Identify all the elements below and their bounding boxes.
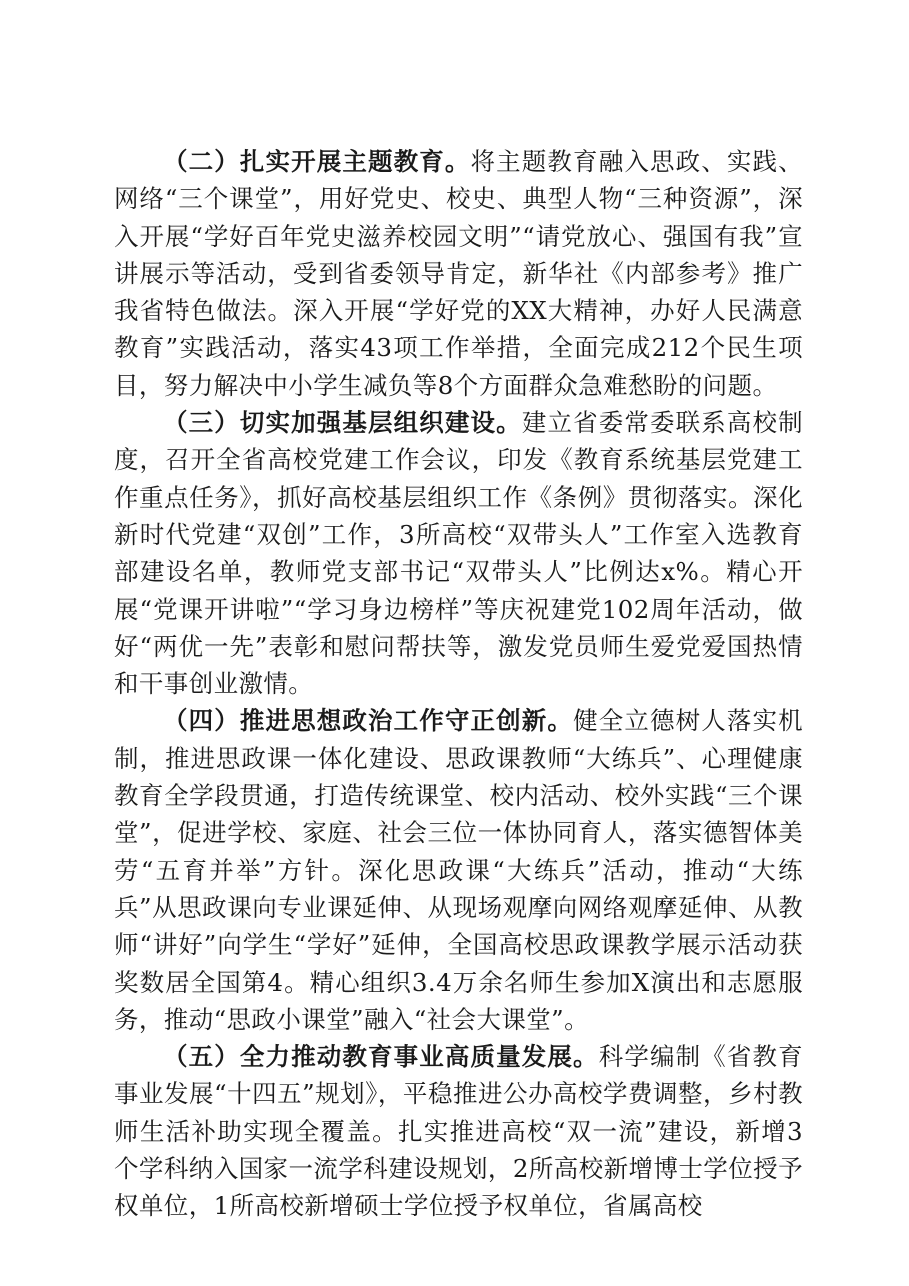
paragraph-body: 建立省委常委联系高校制度，召开全省高校党建工作会议，印发《教育系统基层党建工作重点任务》，抓好高校基层组织工作《条例》贯彻落实。深化新时代党建“双创”工作，3所高校“双带头人”工作室入选教育部建设名单，教师党支部书记“双带头人”比例达x%。精心开展“党课开讲啦”“学习身边榜样”等庆祝建党102周年活动，做好“两优一先”表彰和慰问帮扶等，激发党员师生爱党爱国热情和干事创业激情。 — [114, 408, 803, 699]
paragraph-heading: （二）扎实开展主题教育。 — [163, 147, 471, 176]
paragraph-5 — [114, 1038, 803, 1224]
paragraph-body: 科学编制《省教育事业发展“十四五”规划》，平稳推进公办高校学费调整，乡村教师生活补助实现全覆盖。扎实推进高校“双一流”建设，新增3个学科纳入国家一流学科建设规划，2所高校新增博士学位授予权单位，1所高校新增硕士学位授予权单位，省属高校 — [114, 1042, 803, 1221]
paragraph-2 — [114, 143, 803, 404]
paragraph-heading: （四）推进思想政治工作守正创新。 — [163, 706, 574, 736]
paragraph-body: 健全立德树人落实机制，推进思政课一体化建设、思政课教师“大练兵”、心理健康教育全学段贯通，打造传统课堂、校内活动、校外实践“三个课堂”，促进学校、家庭、社会三位一体协同育人，落实德智体美劳“五育并举”方针。深化思政课“大练兵”活动，推动“大练兵”从思政课向专业课延伸、从现场观摩向网络观摩延伸、从教师“讲好”向学生“学好”延伸，全国高校思政课教学展示活动获奖数居全国第4。精心组织3.4万余名师生参加X演出和志愿服务，推动“思政小课堂”融入“社会大课堂”。 — [114, 706, 803, 1034]
paragraph-4 — [114, 702, 803, 1038]
paragraph-heading: （三）切实加强基层组织建设。 — [163, 408, 522, 438]
paragraph-body: 将主题教育融入思政、实践、网络“三个课堂”，用好党史、校史、典型人物“三种资源”，深入开展“学好百年党史滋养校园文明”“请党放心、强国有我”宣讲展示等活动，受到省委领导肯定，新华社《内部参考》推广我省特色做法。深入开展“学好党的XX大精神，办好人民满意教育”实践活动，落实43项工作举措，全面完成212个民生项目，努力解决中小学生减负等8个方面群众急难愁盼的问题。 — [114, 147, 803, 400]
paragraph-3 — [114, 404, 803, 702]
paragraph-heading: （五）全力推动教育事业高质量发展。 — [163, 1042, 599, 1072]
